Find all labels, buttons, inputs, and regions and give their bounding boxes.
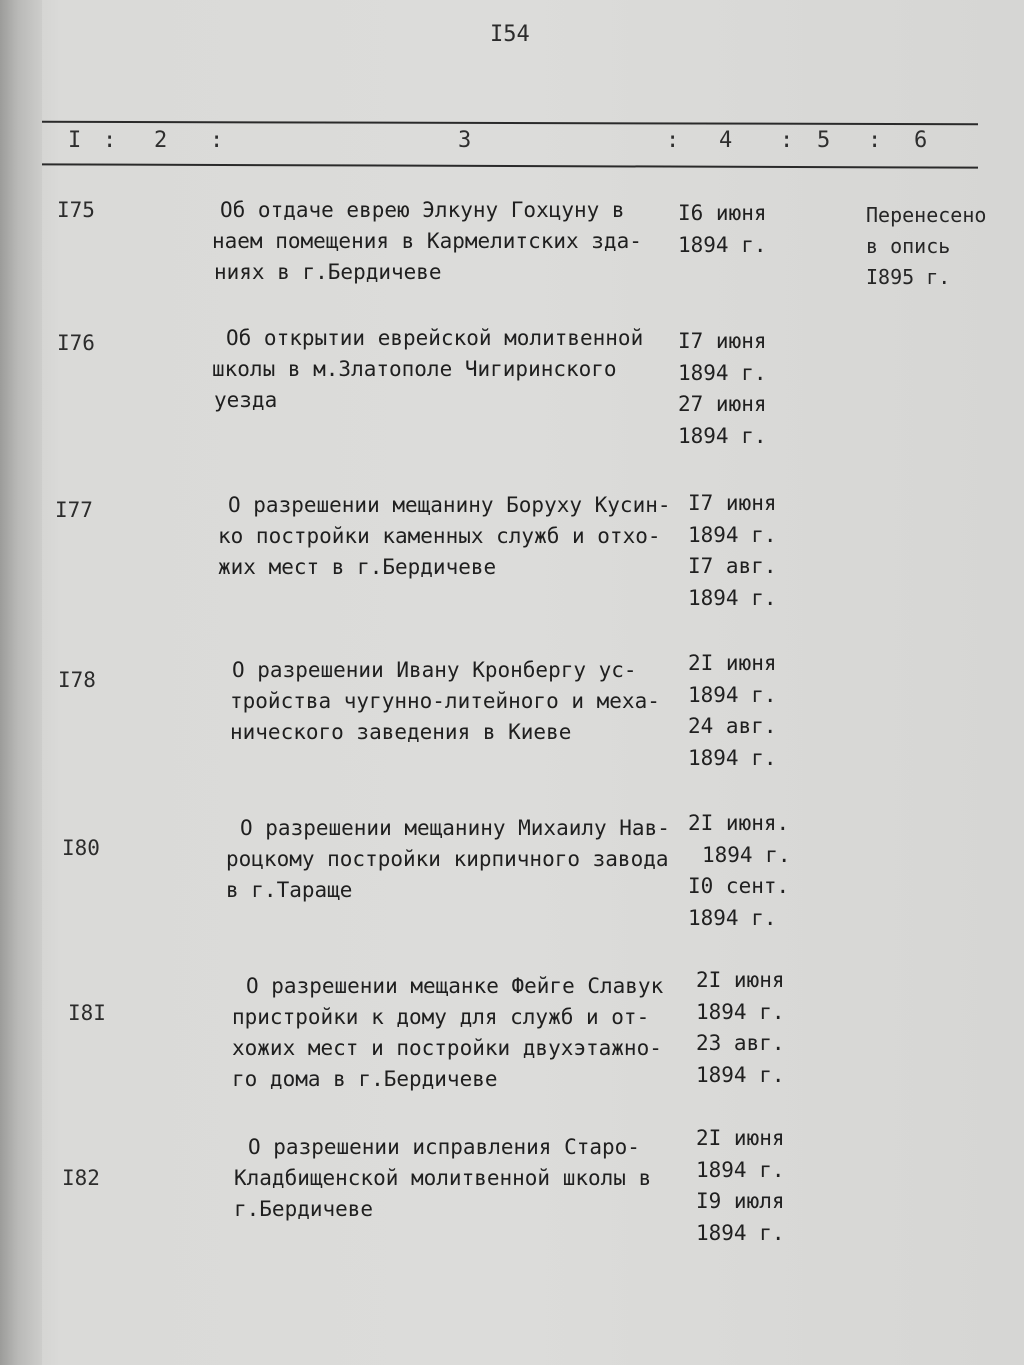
entry-description: О разрешении мещанину Михаилу Нав- роцкому постройки кирпичного завода в г.Тараще [226, 816, 670, 902]
entry-number: I8I [68, 1001, 106, 1025]
entry-number: I76 [57, 331, 95, 355]
entry-dates: 2I июня 1894 г. I9 июля 1894 г. [696, 1126, 785, 1245]
column-header-1: I [68, 128, 82, 153]
column-separator: : [868, 128, 882, 153]
column-header-2: 2 [154, 128, 168, 153]
entry-number: I77 [55, 498, 93, 522]
entry-description: Об открытии еврейской молитвенной школы в м.Златополе Чигиринского уезда [212, 326, 644, 412]
page-number: I54 [490, 22, 530, 47]
entry-description: О разрешении исправления Старо- Кладбищенской молитвенной школы в г.Бердичеве [234, 1135, 652, 1221]
column-separator: : [103, 128, 117, 153]
entry-description: О разрешении Ивану Кронбергу ус- тройства чугунно-литейного и меха- нического заведения в Киеве [230, 658, 660, 744]
entry-description: Об отдаче еврею Элкуну Гохцуну в наем помещения в Кармелитских зда- ниях в г.Бердичеве [212, 198, 642, 284]
header-top-rule [42, 121, 978, 125]
column-header-5: 5 [817, 128, 831, 153]
entry-number: I80 [62, 836, 100, 860]
column-separator: : [666, 128, 680, 153]
entry-dates: 2I июня 1894 г. 24 авг. 1894 г. [688, 651, 777, 770]
column-separator: : [780, 128, 794, 153]
entry-number: I78 [58, 668, 96, 692]
entry-description: О разрешении мещанину Боруху Кусин- ко постройки каменных служб и отхо- жих мест в г.Бердичеве [218, 493, 671, 579]
entry-number: I75 [57, 198, 95, 222]
entry-dates: 2I июня. 1894 г. I0 сент. 1894 г. [688, 811, 791, 930]
entry-dates: I7 июня 1894 г. 27 июня 1894 г. [678, 329, 767, 448]
entry-dates: I7 июня 1894 г. I7 авг. 1894 г. [688, 491, 777, 610]
page-binding-shadow [0, 0, 42, 1365]
column-header-4: 4 [719, 128, 733, 153]
entry-description: О разрешении мещанке Фейге Славук пристройки к дому для служб и от- хожих мест и постройки двухэтажно- го дома в г.Бердичеве [232, 974, 664, 1091]
column-header-3: 3 [458, 128, 472, 153]
entry-dates: 2I июня 1894 г. 23 авг. 1894 г. [696, 968, 785, 1087]
entry-number: I82 [62, 1166, 100, 1190]
header-bottom-rule [42, 163, 978, 168]
column-separator: : [210, 128, 224, 153]
column-header-6: 6 [914, 128, 928, 153]
entry-dates: I6 июня 1894 г. [678, 201, 767, 257]
entry-note: Перенесено в опись I895 г. [866, 203, 987, 289]
